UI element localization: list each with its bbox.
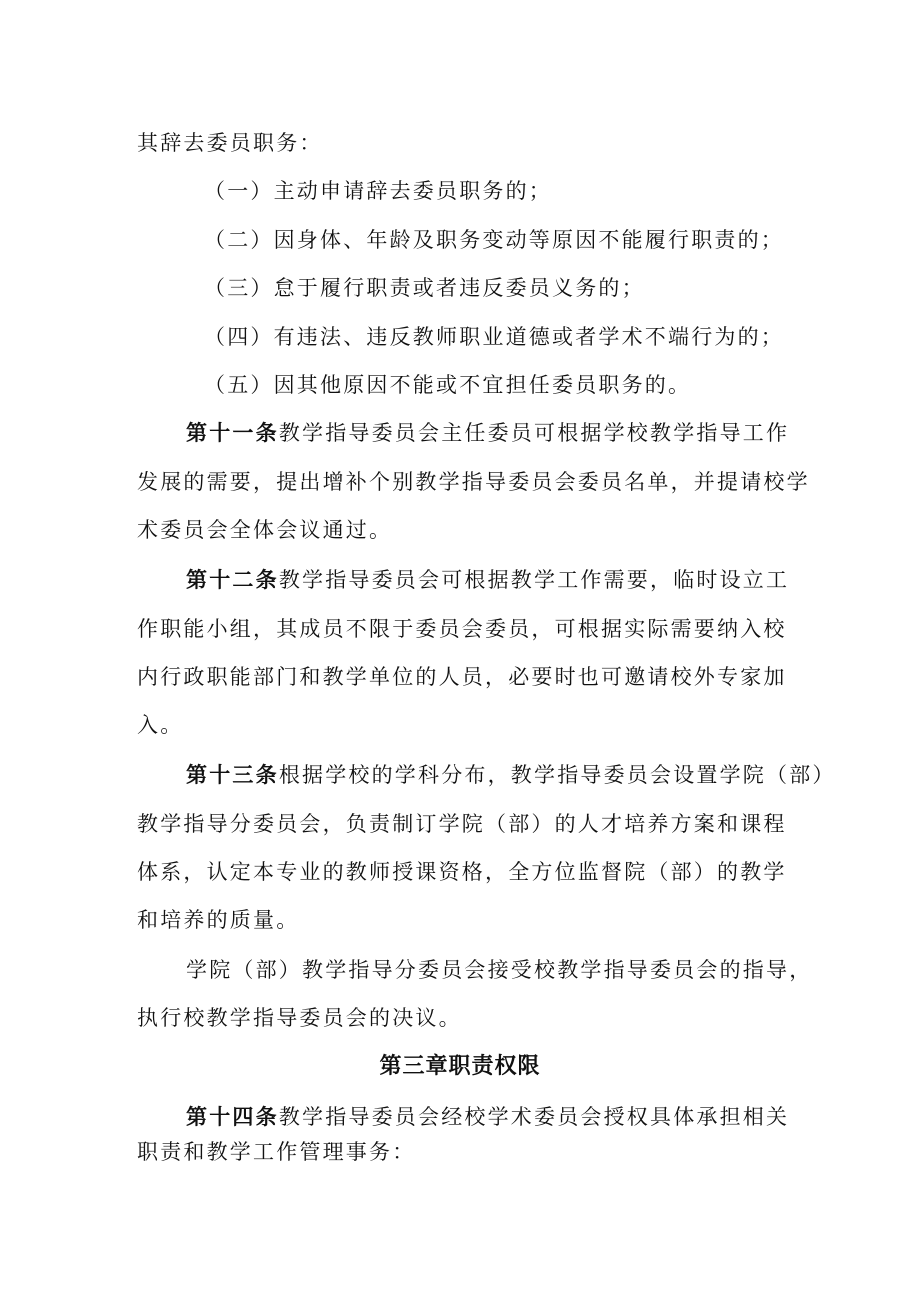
article-12-text-1: 教学指导委员会可根据教学工作需要，临时设立工: [278, 568, 790, 592]
article-13-text-2: 教学指导分委员会，负责制订学院（部）的人才培养方案和课程: [137, 812, 787, 836]
article-14-text-2: 职责和教学工作管理事务：: [137, 1140, 416, 1164]
list-item-1: （一）主动申请辞去委员职务的；: [204, 179, 552, 203]
article-14-label: 第十四条: [186, 1105, 279, 1129]
list-item-5: （五）因其他原因不能或不宜担任委员职务的。: [204, 373, 692, 397]
article-13-text-3: 体系，认定本专业的教师授课资格，全方位监督院（部）的教学: [137, 860, 787, 884]
article-11-first-line: [186, 418, 846, 448]
guidance-text-1: 学院（部）教学指导分委员会接受校教学指导委员会的指导，: [186, 958, 813, 982]
article-12-label: 第十二条: [186, 568, 279, 592]
article-13-text-1: 根据学校的学科分布，教学指导委员会设置学院（部）: [278, 763, 836, 787]
list-item-3: （三）怠于履行职责或者违反委员义务的；: [204, 276, 645, 300]
article-12-text-2: 作职能小组，其成员不限于委员会委员，可根据实际需要纳入校: [137, 617, 787, 641]
article-11-text-2: 发展的需要，提出增补个别教学指导委员会委员名单，并提请校学: [137, 470, 810, 494]
article-11-text-3: 术委员会全体会议通过。: [137, 518, 393, 542]
article-12-text-4: 入。: [137, 713, 184, 737]
list-item-2: （二）因身体、年龄及职务变动等原因不能履行职责的；: [204, 228, 784, 252]
list-item-4: （四）有违法、违反教师职业道德或者学术不端行为的；: [204, 325, 784, 349]
article-12-first-line: [186, 565, 846, 595]
article-14-text-1: 教学指导委员会经校学术委员会授权具体承担相关: [278, 1105, 790, 1129]
article-13-first-line: [186, 760, 846, 790]
guidance-text-2: 执行校教学指导委员会的决议。: [137, 1006, 462, 1030]
article-11-label: 第十一条: [186, 421, 279, 445]
intro-tail: 其辞去委员职务：: [137, 131, 323, 155]
article-14-first-line: [186, 1102, 846, 1132]
article-11-text-1: 教学指导委员会主任委员可根据学校教学指导工作: [278, 421, 790, 445]
article-13-text-4: 和培养的质量。: [137, 908, 300, 932]
article-13-label: 第十三条: [186, 763, 279, 787]
chapter-3-heading: 第三章职责权限: [379, 1054, 541, 1079]
article-12-text-3: 内行政职能部门和教学单位的人员，必要时也可邀请校外专家加: [137, 665, 787, 689]
